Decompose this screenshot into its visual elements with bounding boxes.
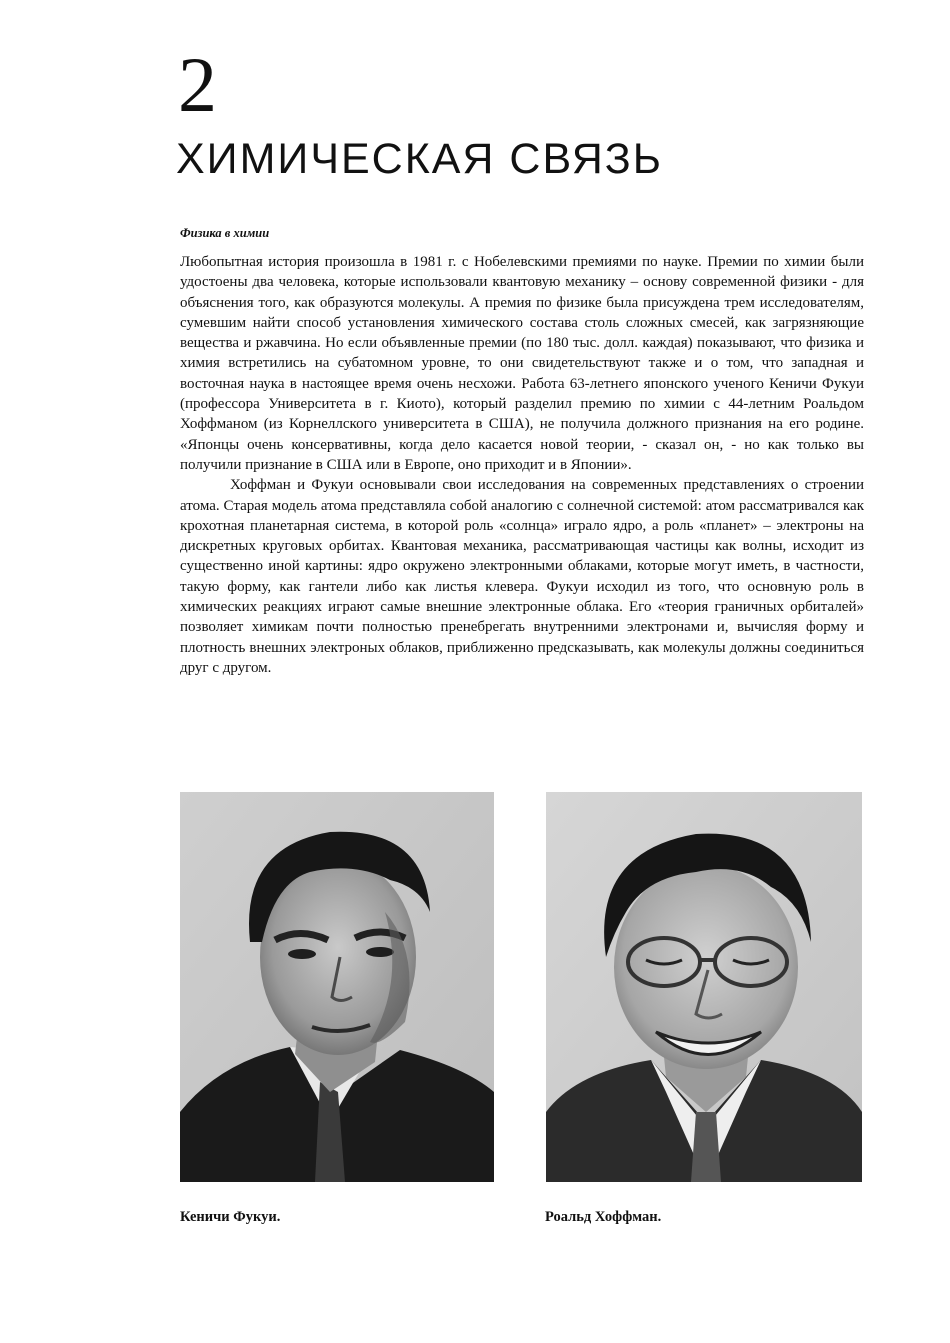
portrait-photo-hoffmann — [546, 792, 862, 1182]
chapter-title: ХИМИЧЕСКАЯ СВЯЗЬ — [176, 135, 663, 183]
body-text — [180, 252, 864, 678]
chapter-number: 2 — [178, 41, 217, 128]
photo-caption: Роальд Хоффман. — [545, 1209, 662, 1225]
paragraph: Хоффман и Фукуи основывали свои исследования на современных представлениях о строении атома. Старая модель атома представляла собой аналогию с солнечной системой: атом рассматривался как крохотная планетарная система, в которой роль «солнца» играло ядро, а роль «планет» – электроны на дискретных круговых орбитах. Квантовая механика, рассматривающая частицы как волны, исходит из существенно иной картины: ядро окружено электронными облаками, которые могут иметь, в частности, такую форму, как гантели либо как листья клевера. Фукуи исходил из того, что основную роль в химических реакциях играют самые внешние электронные облака. Его «теория граничных орбиталей» позволяет химикам почти полностью пренебрегать внутренними электронами и, вычисляя форму и плотность внешних электроных облаков, приближенно предсказывать, как молекулы должны соединиться друг с другом. — [180, 477, 864, 676]
portrait-photo-fukui — [180, 792, 494, 1182]
portrait-illustration — [180, 792, 494, 1182]
portrait-illustration — [546, 792, 862, 1182]
section-heading: Физика в химии — [180, 226, 270, 240]
paragraph: Любопытная история произошла в 1981 г. с Нобелевскими премиями по науке. Премии по химии были удостоены два человека, которые использовали квантовую механику – основу современной физики - для объяснения того, как образуются молекулы. А премия по физике была присуждена трем исследователям, сумевшим найти способ установления химического состава столь сложных смесей, как загрязняющие вещества и ржавчина. Но если объявленные премии (по 180 тыс. долл. каждая) показывают, что физика и химия встретились на субатомном уровне, то они свидетельствуют также и о том, что западная и восточная наука в настоящее время очень несхожи. Работа 63-летнего японского ученого Кеничи Фукуи (профессора Университета в г. Киото), который разделил премию по химии с 44-летним Роальдом Хоффманом (из Корнеллского университета в США), не получила должного признания на его родине. «Японцы очень консервативны, когда дело касается новой теории, - сказал он, - но как только вы получили признание в США или в Европе, оно приходит и в Японии». — [180, 254, 864, 473]
photo-caption: Кеничи Фукуи. — [180, 1209, 281, 1225]
